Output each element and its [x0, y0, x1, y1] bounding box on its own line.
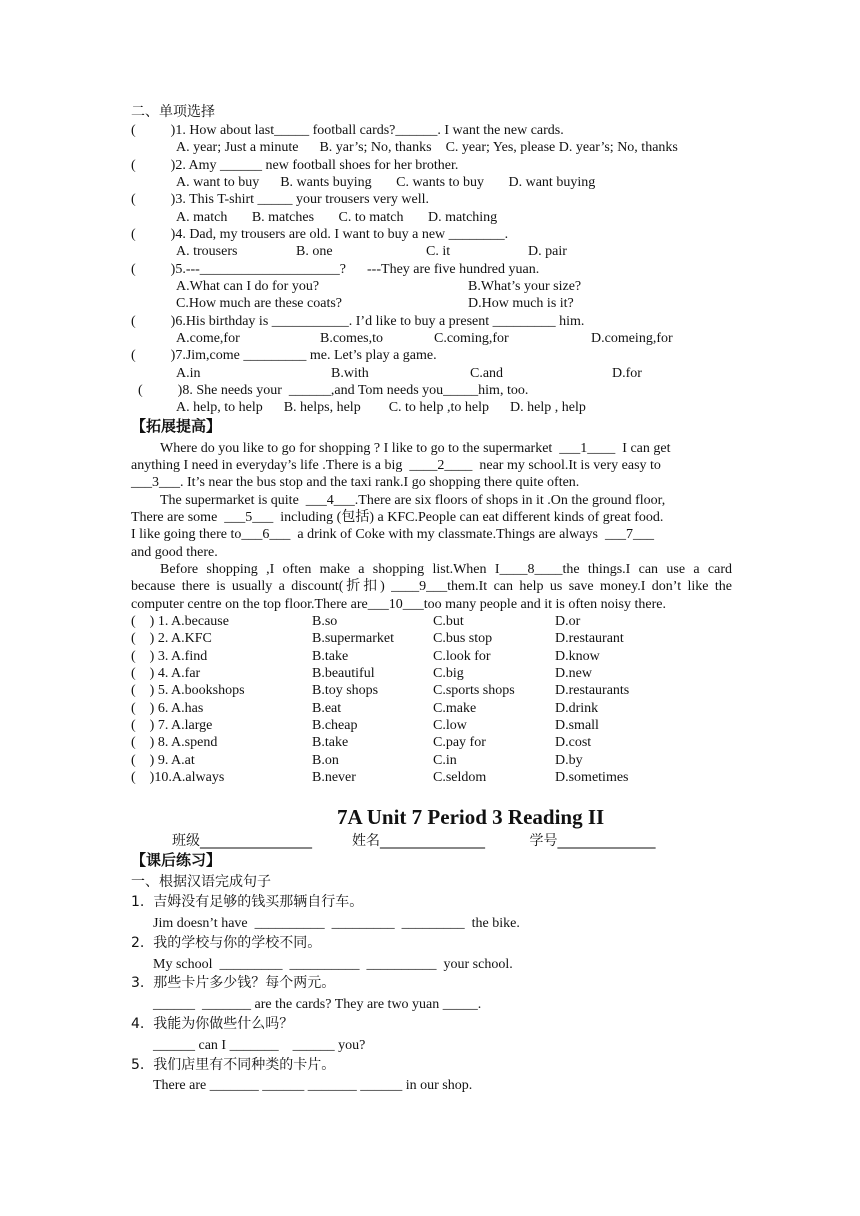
cloze-option-a: ( ) 4. A.far: [131, 666, 201, 681]
cloze-option-a: ( ) 9. A.at: [131, 753, 195, 768]
cloze-option-d: D.sometimes: [555, 770, 629, 785]
cloze-option-c: C.sports shops: [433, 683, 515, 698]
question-1-options: A. year; Just a minute B. yar’s; No, thanks C. year; Yes, please D. year’s; No, thanks: [176, 140, 678, 155]
question-2-options: A. want to buy B. wants buying C. wants to buy D. want buying: [176, 175, 596, 190]
exercise-english-sentence: There are _______ ______ _______ ______ in our shop.: [153, 1078, 473, 1093]
cloze-option-c: C.big: [433, 666, 464, 681]
exercise-chinese-sentence: 1. 吉姆没有足够的钱买那辆自行车。: [131, 894, 364, 910]
cloze-option-a: ( ) 2. A.KFC: [131, 631, 212, 646]
section-heading-homework: 【课后练习】: [131, 851, 222, 869]
section-heading-extension: 【拓展提高】: [131, 417, 222, 435]
question-3-options: A. match B. matches C. to match D. matching: [176, 210, 498, 225]
cloze-option-c: C.low: [433, 718, 467, 733]
cloze-option-c: C.make: [433, 701, 477, 716]
question-5-option-c: C.How much are these coats?: [176, 296, 342, 311]
cloze-option-b: B.beautiful: [312, 666, 375, 681]
question-4-option-d: D. pair: [528, 244, 567, 259]
exercise-english-sentence: Jim doesn’t have __________ _________ _________ the bike.: [153, 916, 520, 931]
question-4-option-c: C. it: [426, 244, 451, 259]
cloze-option-c: C.bus stop: [433, 631, 493, 646]
question-7-stem: ( )7.Jim,come _________ me. Let’s play a game.: [131, 348, 437, 363]
question-8-stem: ( )8. She needs your ______,and Tom needs you_____him, too.: [138, 383, 529, 398]
question-6-option-a: A.come,for: [176, 331, 240, 346]
cloze-option-a: ( ) 8. A.spend: [131, 735, 218, 750]
cloze-option-d: D.know: [555, 649, 600, 664]
cloze-option-d: D.small: [555, 718, 599, 733]
cloze-option-b: B.cheap: [312, 718, 358, 733]
question-6-option-d: D.comeing,for: [591, 331, 673, 346]
question-8-options: A. help, to help B. helps, help C. to help ,to help D. help , help: [176, 400, 586, 415]
cloze-option-c: C.but: [433, 614, 464, 629]
question-4-stem: ( )4. Dad, my trousers are old. I want to buy a new ________.: [131, 227, 509, 242]
cloze-option-b: B.eat: [312, 701, 342, 716]
exercise-english-sentence: ______ _______ are the cards? They are two yuan _____.: [153, 997, 482, 1012]
question-4-option-a: A. trousers: [176, 244, 238, 259]
passage-line: The supermarket is quite ___4___.There are six floors of shops in it .On the ground floor,: [160, 493, 666, 508]
cloze-option-a: ( ) 3. A.find: [131, 649, 208, 664]
cloze-option-a: ( ) 1. A.because: [131, 614, 229, 629]
cloze-option-a: ( )10.A.always: [131, 770, 225, 785]
cloze-option-a: ( ) 6. A.has: [131, 701, 204, 716]
question-5-option-a: A.What can I do for you?: [176, 279, 320, 294]
exercise-chinese-sentence: 2. 我的学校与你的学校不同。: [131, 935, 322, 951]
question-6-option-b: B.comes,to: [320, 331, 383, 346]
section-heading-single-choice: 二、单项选择: [131, 104, 215, 120]
worksheet-title: 7A Unit 7 Period 3 Reading II: [337, 805, 605, 829]
question-2-stem: ( )2. Amy ______ new football shoes for her brother.: [131, 158, 459, 173]
question-3-stem: ( )3. This T-shirt _____ your trousers very well.: [131, 192, 429, 207]
question-5-option-b: B.What’s your size?: [468, 279, 582, 294]
cloze-option-d: D.drink: [555, 701, 599, 716]
cloze-option-d: D.cost: [555, 735, 592, 750]
cloze-option-a: ( ) 5. A.bookshops: [131, 683, 245, 698]
cloze-option-b: B.take: [312, 735, 349, 750]
question-7-option-c: C.and: [470, 366, 504, 381]
exercise-english-sentence: My school _________ __________ __________ your school.: [153, 957, 513, 972]
exercise-chinese-sentence: 3. 那些卡片多少钱？每个两元。: [131, 975, 336, 991]
cloze-option-c: C.in: [433, 753, 457, 768]
question-5-stem: ( )5.---____________________? ---They are five hundred yuan.: [131, 262, 540, 277]
question-1-stem: ( )1. How about last_____ football cards?______. I want the new cards.: [131, 123, 564, 138]
passage-line: I like going there to___6___ a drink of Coke with my classmate.Things are always ___7___: [131, 527, 654, 542]
cloze-option-d: D.restaurant: [555, 631, 624, 646]
cloze-option-b: B.toy shops: [312, 683, 379, 698]
cloze-option-d: D.new: [555, 666, 592, 681]
section-subheading-translation: 一、根据汉语完成句子: [131, 874, 271, 890]
cloze-option-b: B.so: [312, 614, 338, 629]
exercise-english-sentence: ______ can I _______ ______ you?: [153, 1038, 366, 1053]
passage-line: because there is usually a discount(折扣) ____9___them.It can help us save money.I don’t like the: [131, 579, 732, 594]
cloze-option-b: B.never: [312, 770, 356, 785]
cloze-option-c: C.look for: [433, 649, 491, 664]
exercise-chinese-sentence: 5. 我们店里有不同种类的卡片。: [131, 1057, 336, 1073]
passage-line: computer centre on the top floor.There are___10___too many people and it is often noisy there.: [131, 597, 666, 612]
question-7-option-a: A.in: [176, 366, 201, 381]
cloze-option-d: D.by: [555, 753, 583, 768]
cloze-option-d: D.or: [555, 614, 581, 629]
exercise-chinese-sentence: 4. 我能为你做些什么吗？: [131, 1016, 294, 1032]
question-4-option-b: B. one: [296, 244, 333, 259]
cloze-option-c: C.seldom: [433, 770, 487, 785]
student-info-line: 班级________________ 姓名_______________ 学号______________: [172, 833, 656, 849]
cloze-option-b: B.supermarket: [312, 631, 395, 646]
passage-line: Before shopping ,I often make a shopping list.When I____8____the things.I can use a card: [160, 562, 732, 577]
question-6-stem: ( )6.His birthday is ___________. I’d like to buy a present _________ him.: [131, 314, 585, 329]
cloze-option-a: ( ) 7. A.large: [131, 718, 213, 733]
passage-line: and good there.: [131, 545, 218, 560]
passage-line: ___3___. It’s near the bus stop and the taxi rank.I go shopping there quite often.: [131, 475, 580, 490]
cloze-option-d: D.restaurants: [555, 683, 630, 698]
passage-line: There are some ___5___ including (包括) a KFC.People can eat different kinds of great food.: [131, 510, 664, 525]
cloze-option-b: B.on: [312, 753, 339, 768]
question-7-option-b: B.with: [331, 366, 369, 381]
question-7-option-d: D.for: [612, 366, 642, 381]
cloze-option-c: C.pay for: [433, 735, 486, 750]
passage-line: Where do you like to go for shopping ? I like to go to the supermarket ___1____ I can get: [160, 441, 671, 456]
question-6-option-c: C.coming,for: [434, 331, 509, 346]
passage-line: anything I need in everyday’s life .There is a big ____2____ near my school.It is very easy to: [131, 458, 661, 473]
cloze-option-b: B.take: [312, 649, 349, 664]
question-5-option-d: D.How much is it?: [468, 296, 574, 311]
